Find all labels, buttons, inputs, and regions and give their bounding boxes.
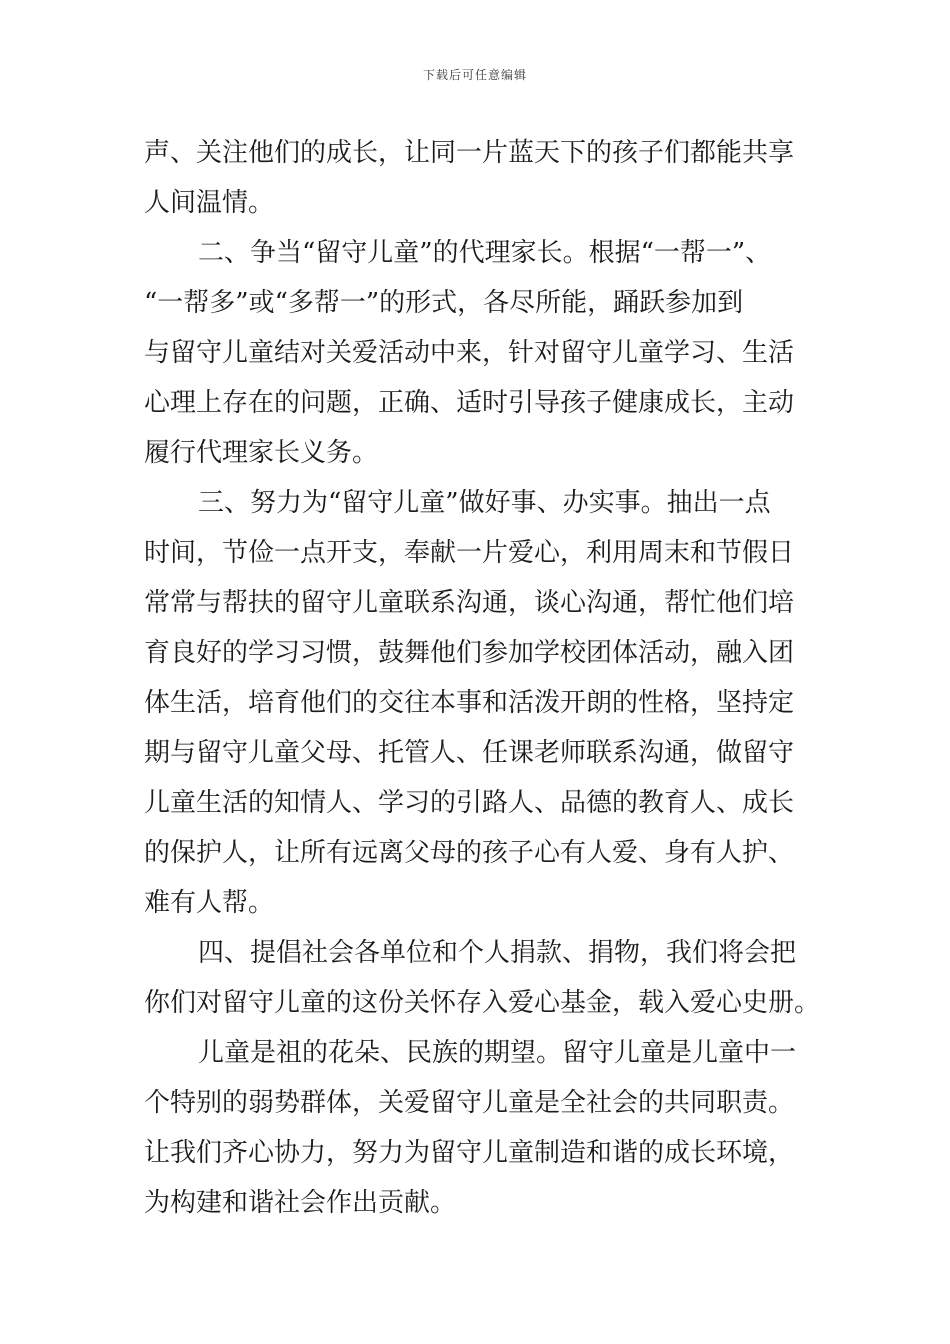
text-line: 让我们齐心协力，努力为留守儿童制造和谐的成长环境， — [144, 1138, 795, 1168]
text-line: 二、争当“留守儿童”的代理家长。根据“一帮一”、 — [198, 238, 772, 268]
text-line: 四、提倡社会各单位和个人捐款、捐物，我们将会把 — [198, 938, 797, 968]
paragraph-5 — [144, 1028, 820, 1228]
text-line: 心理上存在的问题，正确、适时引导孩子健康成长，主动 — [144, 388, 795, 418]
text-line: 体生活，培育他们的交往本事和活泼开朗的性格，坚持定 — [144, 688, 795, 718]
text-line: 三、努力为“留守儿童”做好事、办实事。抽出一点 — [198, 488, 771, 518]
text-line: 的保护人，让所有远离父母的孩子心有人爱、身有人护、 — [144, 838, 795, 868]
text-line: 人间温情。 — [144, 188, 275, 218]
text-line: 育良好的学习习惯，鼓舞他们参加学校团体活动，融入团 — [144, 638, 795, 668]
text-line: “一帮多”或“多帮一”的形式，各尽所能，踊跃参加到 — [144, 288, 744, 318]
text-line: 为构建和谐社会作出贡献。 — [144, 1188, 457, 1218]
page-header: 下载后可任意编辑 — [422, 68, 527, 82]
text-line: 儿童是祖的花朵、民族的期望。留守儿童是儿童中一 — [198, 1038, 797, 1068]
text-line: 时间，节俭一点开支，奉献一片爱心，利用周末和节假日 — [144, 538, 795, 568]
text-line: 声、关注他们的成长，让同一片蓝天下的孩子们都能共享 — [144, 138, 795, 168]
text-line: 儿童生活的知情人、学习的引路人、品德的教育人、成长 — [144, 788, 795, 818]
text-line: 常常与帮扶的留守儿童联系沟通，谈心沟通，帮忙他们培 — [144, 588, 795, 618]
text-line: 期与留守儿童父母、托管人、任课老师联系沟通，做留守 — [144, 738, 795, 768]
text-line: 与留守儿童结对关爱活动中来，针对留守儿童学习、生活 — [144, 338, 795, 368]
text-line: 履行代理家长义务。 — [144, 438, 379, 468]
paragraph-1 — [144, 128, 820, 228]
paragraph-4 — [144, 928, 820, 1028]
text-line: 你们对留守儿童的这份关怀存入爱心基金，载入爱心史册。 — [144, 988, 821, 1018]
text-line: 难有人帮。 — [144, 888, 275, 918]
paragraph-3 — [144, 478, 820, 928]
document-body — [144, 128, 820, 1228]
paragraph-2 — [144, 228, 820, 478]
text-line: 个特别的弱势群体，关爱留守儿童是全社会的共同职责。 — [144, 1088, 795, 1118]
